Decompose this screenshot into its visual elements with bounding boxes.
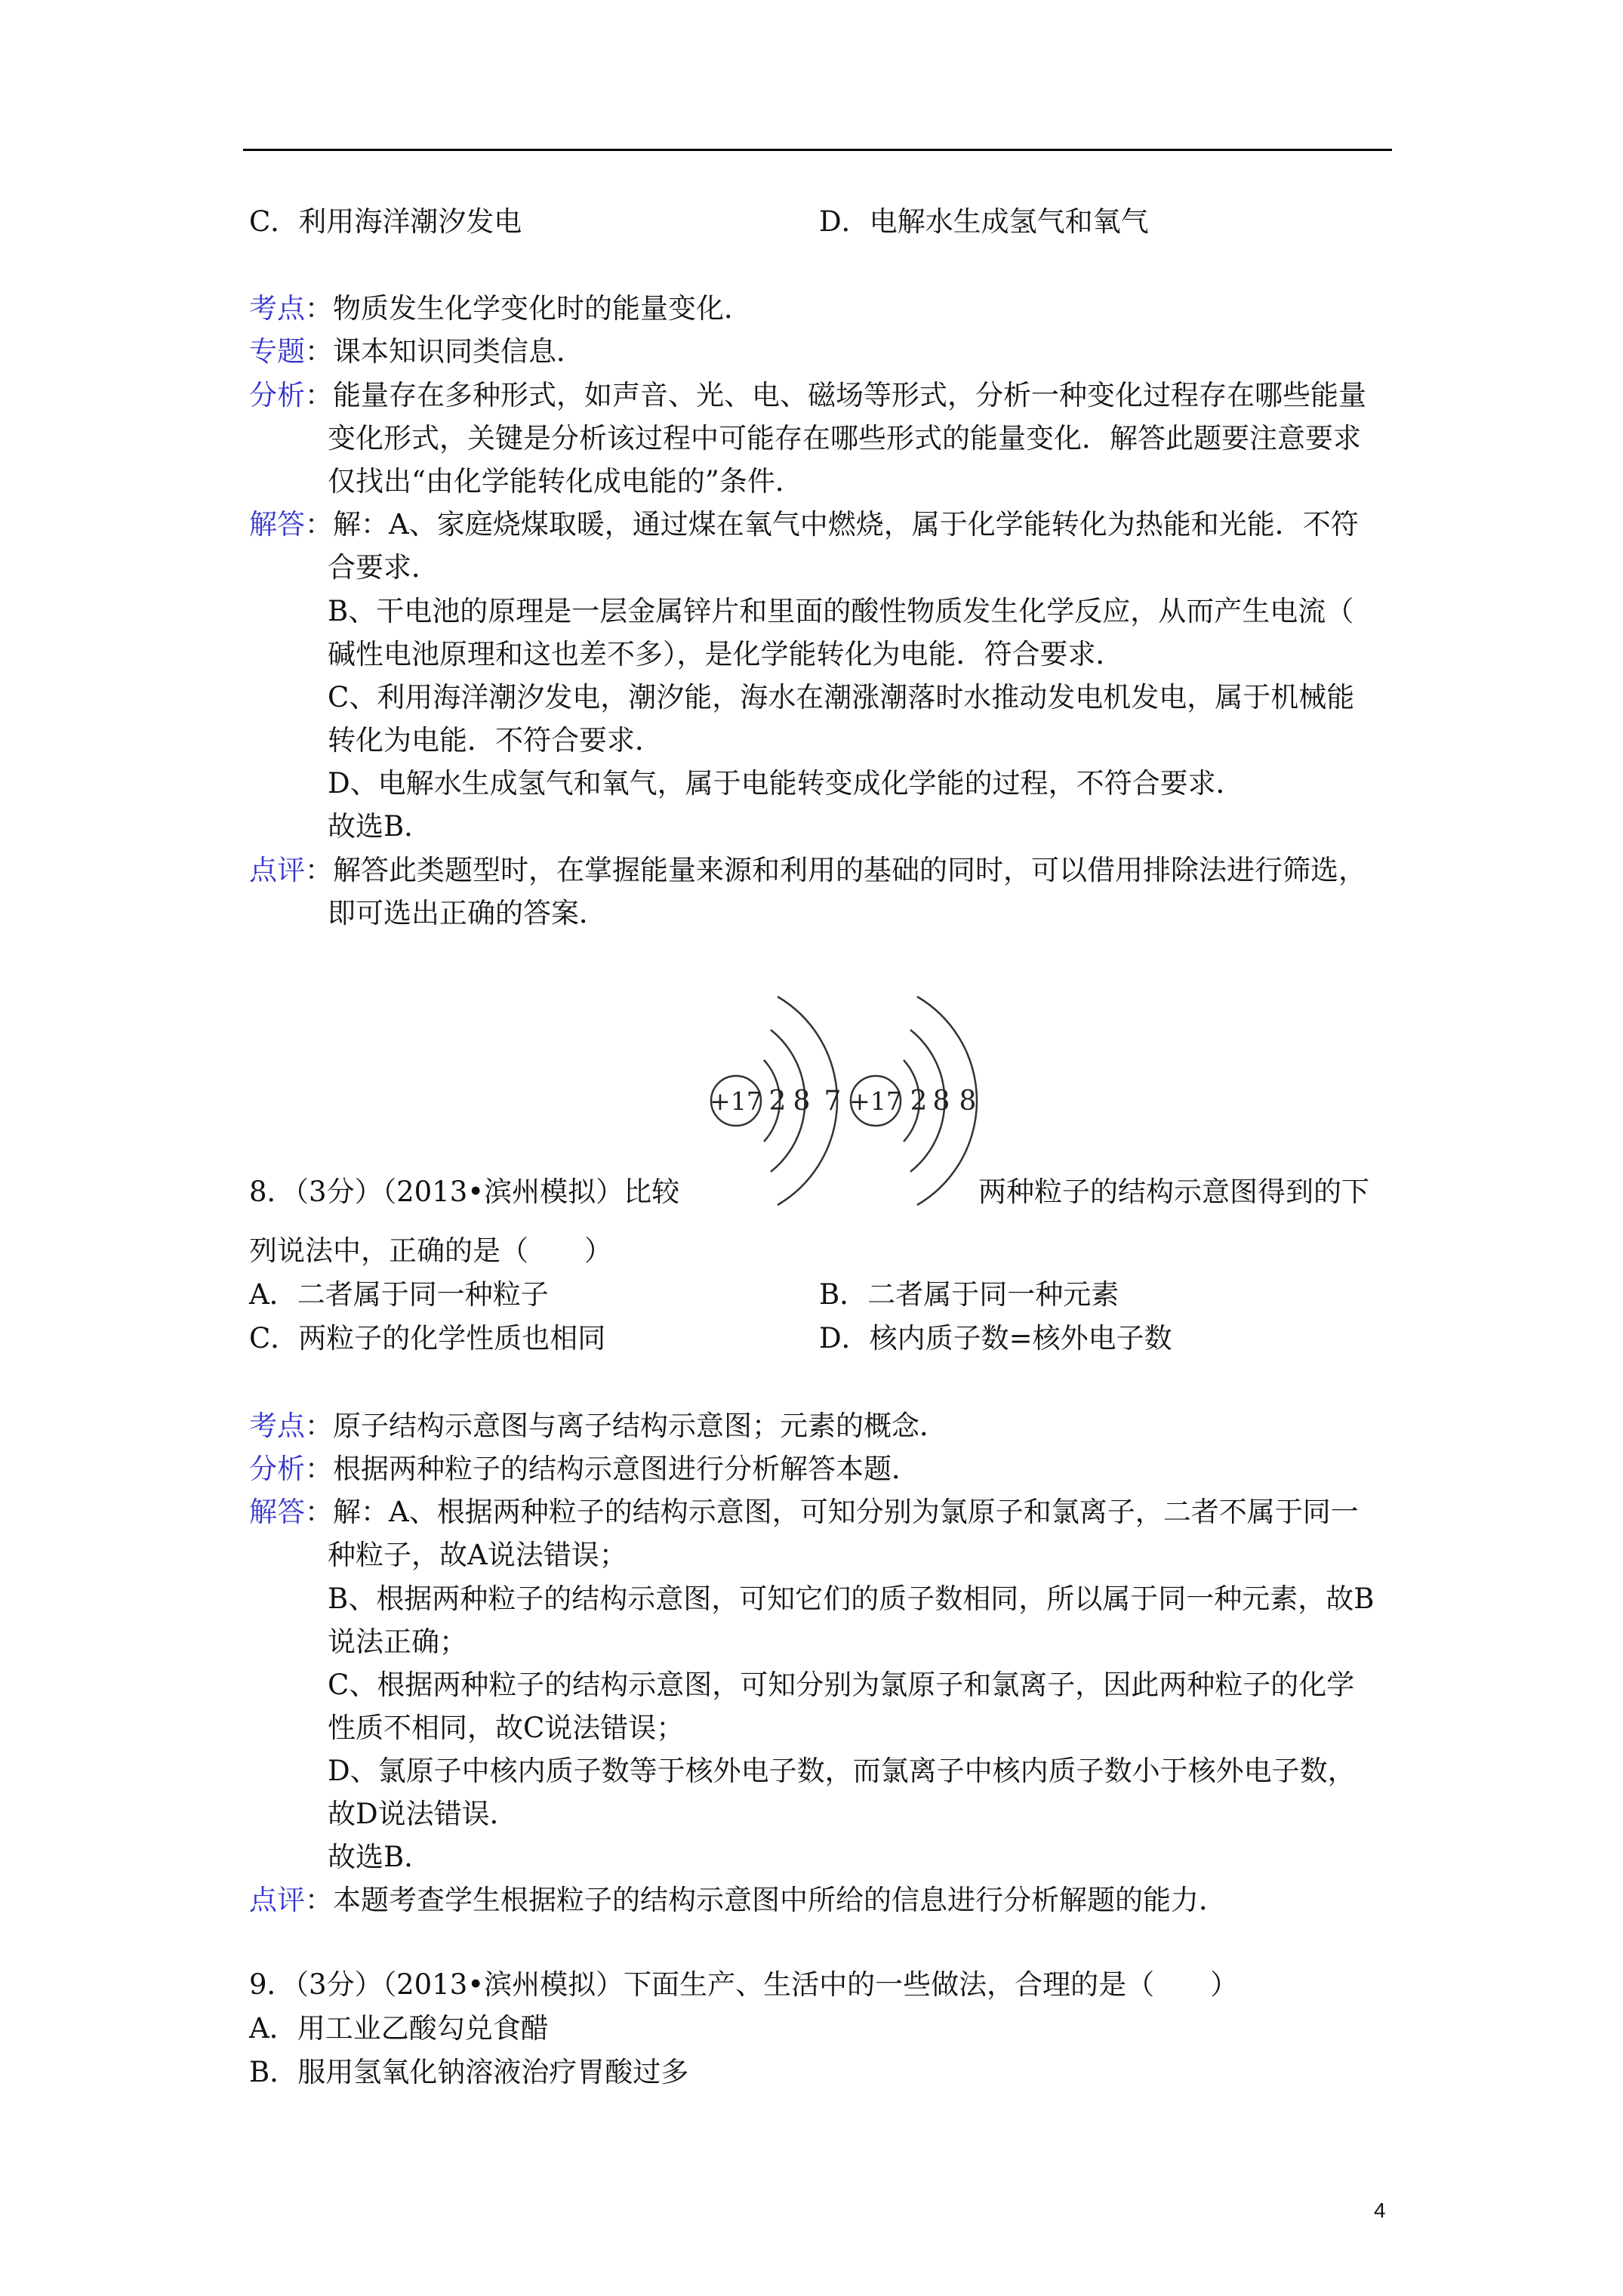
q8-jieda <box>249 1498 1359 1526</box>
shell-electrons: 8 <box>932 1086 950 1117</box>
fenxi-label: 分析 <box>249 379 305 411</box>
dianping-label: 点评 <box>249 854 305 886</box>
jieda-label: 解答 <box>249 1496 305 1528</box>
jieda-line: 说法正确； <box>328 1626 467 1658</box>
q7-jieda <box>249 508 1359 541</box>
q7-option-c: C．利用海洋潮汐发电 <box>249 205 522 238</box>
jieda-label: 解答 <box>249 508 305 541</box>
q8-option-d: D．核内质子数=核外电子数 <box>819 1322 1172 1354</box>
dianping-line: 即可选出正确的答案． <box>328 897 607 929</box>
q9-option-b: B．服用氢氧化钠溶液治疗胃酸过多 <box>249 2056 689 2088</box>
dianping-label: 点评 <box>249 1884 305 1916</box>
nucleus-charge: +17 <box>849 1086 902 1116</box>
jieda-line: 故选B． <box>328 810 433 843</box>
fenxi-text: ：根据两种粒子的结构示意图进行分析解答本题． <box>305 1453 919 1485</box>
zhuanti-label: 专题 <box>249 335 305 368</box>
jieda-line: C、利用海洋潮汐发电，潮汐能，海水在潮涨潮落时水推动发电机发电，属于机械能 <box>328 681 1355 713</box>
dianping-text: ：本题考查学生根据粒子的结构示意图中所给的信息进行分析解题的能力． <box>305 1884 1227 1916</box>
q7-dianping <box>249 856 1366 884</box>
q8-stem-left: 8．（3分）（2013•滨州模拟）比较 <box>249 1176 680 1208</box>
jieda-line: B、干电池的原理是一层金属锌片和里面的酸性物质发生化学反应，从而产生电流（ <box>328 595 1354 627</box>
q8-option-a: A．二者属于同一种粒子 <box>249 1278 549 1311</box>
q9-option-a: A．用工业乙酸勾兑食醋 <box>249 2012 549 2045</box>
jieda-line: 故D说法错误． <box>328 1798 518 1830</box>
jieda-line: 故选B． <box>328 1841 433 1873</box>
q7-zhuanti <box>249 335 584 368</box>
kaodian-text: ：物质发生化学变化时的能量变化． <box>305 292 752 325</box>
dianping-line: ：解答此类题型时，在掌握能量来源和利用的基础的同时，可以借用排除法进行筛选， <box>305 854 1366 886</box>
q7-option-d: D．电解水生成氢气和氧气 <box>819 205 1149 238</box>
q8-dianping <box>249 1886 1227 1914</box>
jieda-line: 合要求． <box>328 551 439 584</box>
nucleus-charge: +17 <box>710 1086 762 1116</box>
page-number: 4 <box>1374 2199 1386 2222</box>
fenxi-line: ：能量存在多种形式，如声音、光、电、磁场等形式，分析一种变化过程存在哪些能量 <box>305 379 1366 411</box>
jieda-line: 种粒子，故A说法错误； <box>328 1539 627 1571</box>
kaodian-text: ：原子结构示意图与离子结构示意图；元素的概念． <box>305 1410 947 1442</box>
jieda-line: 碱性电池原理和这也差不多），是化学能转化为电能．符合要求． <box>328 638 1124 670</box>
jieda-line: B、根据两种粒子的结构示意图，可知它们的质子数相同，所以属于同一种元素，故B <box>328 1583 1375 1615</box>
kaodian-label: 考点 <box>249 292 305 325</box>
q7-fenxi <box>249 381 1366 409</box>
q9-stem: 9．（3分）（2013•滨州模拟）下面生产、生活中的一些做法，合理的是（ ） <box>249 1968 1239 2001</box>
q8-stem-line2: 列说法中，正确的是（ ） <box>249 1234 612 1267</box>
jieda-line: C、根据两种粒子的结构示意图，可知分别为氯原子和氯离子，因此两种粒子的化学 <box>328 1669 1355 1701</box>
shell-electrons: 8 <box>959 1086 977 1117</box>
q8-kaodian <box>249 1412 947 1440</box>
q8-option-b: B．二者属于同一种元素 <box>819 1278 1119 1311</box>
jieda-line: D、氯原子中核内质子数等于核外电子数，而氯离子中核内质子数小于核外电子数， <box>328 1755 1356 1787</box>
kaodian-label: 考点 <box>249 1410 305 1442</box>
q8-fenxi <box>249 1455 919 1483</box>
shell-electrons: 2 <box>910 1086 928 1117</box>
fenxi-label: 分析 <box>249 1453 305 1485</box>
jieda-line: D、电解水生成氢气和氧气，属于电能转变成化学能的过程，不符合要求． <box>328 767 1244 800</box>
fenxi-line: 变化形式，关键是分析该过程中可能存在哪些形式的能量变化．解答此题要注意要求 <box>328 422 1361 455</box>
q7-kaodian <box>249 292 752 325</box>
jieda-line: ：解：A、家庭烧煤取暖，通过煤在氧气中燃烧，属于化学能转化为热能和光能．不符 <box>305 508 1359 541</box>
atom-structure-diagram <box>694 982 996 1208</box>
q8-stem-right: 两种粒子的结构示意图得到的下 <box>978 1176 1369 1208</box>
fenxi-line: 仅找出“由化学能转化成电能的”条件． <box>328 465 803 498</box>
shell-electrons: 7 <box>824 1086 842 1117</box>
zhuanti-text: ：课本知识同类信息． <box>305 335 584 368</box>
q8-option-c: C．两粒子的化学性质也相同 <box>249 1322 606 1354</box>
jieda-line: ：解：A、根据两种粒子的结构示意图，可知分别为氯原子和氯离子，二者不属于同一 <box>305 1496 1359 1528</box>
jieda-line: 性质不相同，故C说法错误； <box>328 1712 685 1744</box>
shell-electrons: 2 <box>768 1086 787 1117</box>
jieda-line: 转化为电能．不符合要求． <box>328 724 663 757</box>
header-rule <box>243 149 1392 151</box>
shell-electrons: 8 <box>793 1086 811 1117</box>
